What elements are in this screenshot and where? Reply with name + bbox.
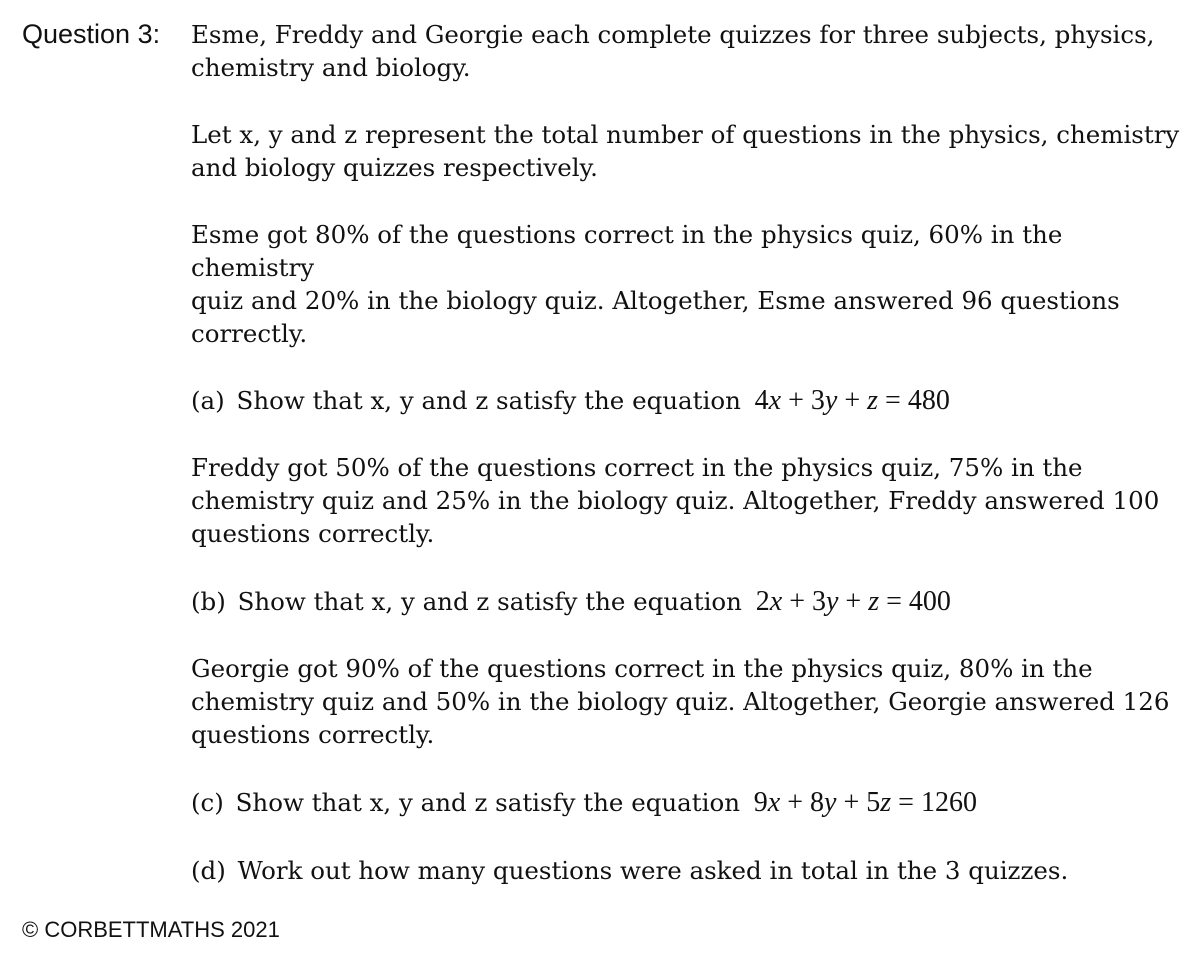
part-c-text: Show that x, y and z satisfy the equation bbox=[235, 788, 740, 817]
part-c bbox=[191, 786, 1181, 819]
part-a-text: Show that x, y and z satisfy the equation bbox=[236, 386, 741, 415]
part-b-equation: 2x + 3y + z = 400 bbox=[755, 586, 951, 617]
question-label: Question 3: bbox=[22, 19, 161, 49]
part-a-equation: 4x + 3y + z = 480 bbox=[754, 385, 950, 416]
part-b bbox=[191, 585, 1181, 618]
georgie-paragraph: Georgie got 90% of the questions correct in the physics quiz, 80% in the chemistry quiz and 50% in the biology quiz. Altogether, Georgie answered 126 questions correctly. bbox=[191, 654, 1170, 749]
part-a-tag: (a) bbox=[191, 386, 225, 415]
part-a bbox=[191, 384, 1181, 417]
part-b-text: Show that x, y and z satisfy the equation bbox=[237, 587, 742, 616]
intro-paragraph: Esme, Freddy and Georgie each complete quizzes for three subjects, physics, chemistry and biology. bbox=[191, 20, 1155, 82]
part-b-tag: (b) bbox=[191, 587, 226, 616]
part-d bbox=[191, 854, 1181, 887]
question-body bbox=[191, 18, 1181, 887]
variables-paragraph: Let x, y and z represent the total number of questions in the physics, chemistry and biology quizzes respectively. bbox=[191, 120, 1180, 182]
freddy-paragraph: Freddy got 50% of the questions correct in the physics quiz, 75% in the chemistry quiz and 25% in the biology quiz. Altogether, Freddy answered 100 questions correctly. bbox=[191, 453, 1160, 548]
part-d-text: Work out how many questions were asked in total in the 3 quizzes. bbox=[237, 856, 1069, 885]
part-c-equation: 9x + 8y + 5z = 1260 bbox=[753, 787, 977, 818]
part-d-tag: (d) bbox=[191, 856, 226, 885]
part-c-tag: (c) bbox=[191, 788, 224, 817]
esme-paragraph: Esme got 80% of the questions correct in the physics quiz, 60% in the chemistry quiz and 20% in the biology quiz. Altogether, Esme answered 96 questions correctly. bbox=[191, 220, 1120, 348]
copyright-footer: © CORBETTMATHS 2021 bbox=[22, 917, 280, 942]
